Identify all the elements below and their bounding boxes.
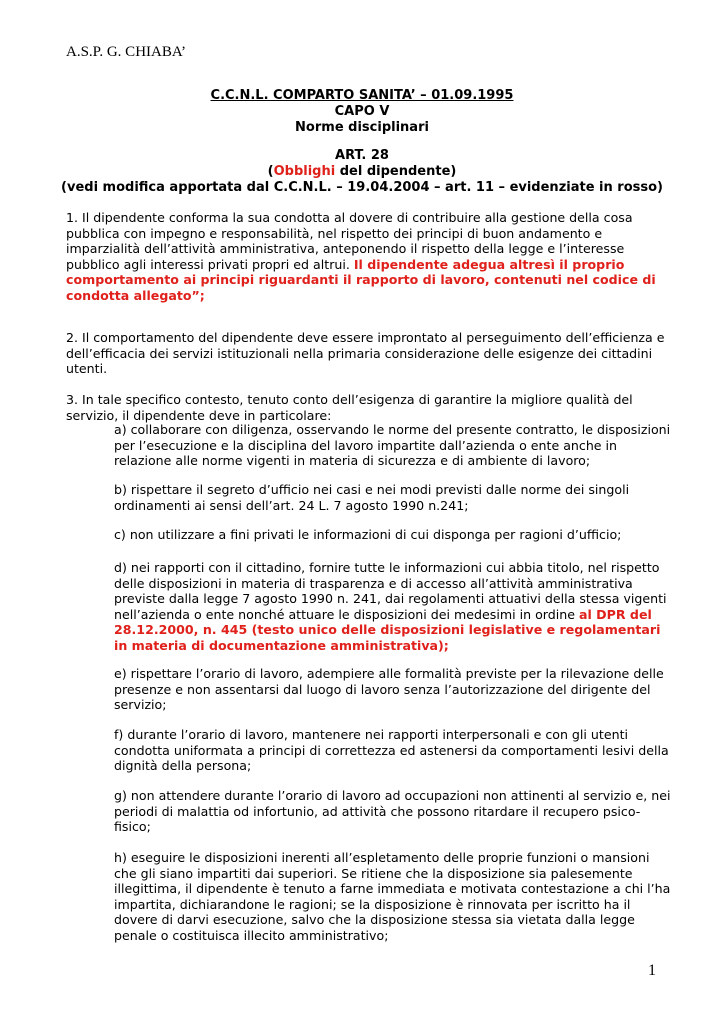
paragraph-1-text: 1. Il dipendente conforma la sua condotta al dovere di contribuire alla gestione della cosa pubblica con impegno e responsabilità, nel rispetto dei principi di buon andamento e imparzialità dell’attività amministrativa, anteponendo il rispetto della legge e l’interesse pubblico agli interessi privati propri ed altrui. [66, 210, 633, 272]
article-heading: ART. 28 [335, 148, 389, 163]
obblighi-highlight: Obblighi [273, 164, 336, 179]
paragraph-1 [66, 210, 666, 303]
page-header: A.S.P. G. CHIABA’ [66, 44, 187, 60]
item-h: h) eseguire le disposizioni inerenti all’espletamento delle proprie funzioni o mansioni che gli siano impartiti dai superiori. Se ritiene che la disposizione sia palesemente illegittima, il dipendente è tenuto a farne immediata e motivata contestazione a chi l’ha impartita, dichiarandone le ragioni; se la disposizione è rinnovata per iscritto ha il dovere di darvi esecuzione, salvo che la disposizione stessa sia vietata dalla legge penale o costituisca illecito amministrativo; [114, 850, 671, 943]
subtitle-rest: del dipendente) [335, 164, 457, 179]
item-f: f) durante l’orario di lavoro, mantenere nei rapporti interpersonali e con gli utenti condotta uniformata a principi di correttezza ed astenersi da comportamenti lesivi della dignità della persona; [114, 727, 669, 773]
amendment-note: (vedi modifica apportata dal C.C.N.L. – 19.04.2004 – art. 11 – evidenziate in rosso) [61, 180, 663, 195]
item-a: a) collaborare con diligenza, osservando le norme del presente contratto, le disposizioni per l’esecuzione e la disciplina del lavoro impartite dall’azienda o ente anche in relazione alle norme vigenti in materia di sicurezza e di ambiente di lavoro; [114, 422, 671, 468]
section-heading: Norme disciplinari [295, 120, 429, 135]
item-d-text: d) nei rapporti con il cittadino, fornire tutte le informazioni cui abbia titolo, nel rispetto delle disposizioni in materia di trasparenza e di accesso all’attività amministrativa previste dalla legge 7 agosto 1990 n. 241, dai regolamenti attuativi della stessa vigenti nell’azienda o ente nonché attuare le disposizioni dei medesimi in ordine [114, 560, 667, 622]
paragraph-1-red: Il dipendente adegua altresì il proprio comportamento ai principi riguardanti il rapporto di lavoro, contenuti nel codice di condotta allegato”; [66, 256, 656, 303]
page-number: 1 [648, 962, 656, 979]
item-d [114, 560, 674, 653]
paren-open: ( [267, 164, 274, 179]
item-e: e) rispettare l’orario di lavoro, adempiere alle formalità previste per la rilevazione delle presenze e non assentarsi dal luogo di lavoro senza l’autorizzazione del dirigente del servizio; [114, 666, 664, 712]
doc-title: C.C.N.L. COMPARTO SANITA’ – 01.09.1995 [210, 88, 514, 103]
item-g: g) non attendere durante l’orario di lavoro ad occupazioni non attinenti al servizio e, nei periodi di malattia od infortunio, ad attività che possono ritardare il recupero psico-fisico; [114, 788, 671, 834]
item-d-red: al DPR del 28.12.2000, n. 445 (testo unico delle disposizioni legislative e regolamentari in materia di documentazione amministrativa); [114, 606, 661, 653]
paragraph-3: 3. In tale specifico contesto, tenuto conto dell’esigenza di garantire la migliore qualità del servizio, il dipendente deve in particolare: [66, 392, 633, 423]
paragraph-2: 2. Il comportamento del dipendente deve essere improntato al perseguimento dell’efficienza e dell’efficacia dei servizi istituzionali nella primaria considerazione delle esigenze dei cittadini utenti. [66, 330, 665, 376]
chapter-heading: CAPO V [334, 104, 390, 119]
article-subtitle [0, 164, 724, 180]
item-b: b) rispettare il segreto d’ufficio nei casi e nei modi previsti dalle norme dei singoli ordinamenti ai sensi dell’art. 24 L. 7 agosto 1990 n.241; [114, 482, 630, 513]
item-c: c) non utilizzare a fini privati le informazioni di cui disponga per ragioni d’ufficio; [114, 527, 622, 542]
